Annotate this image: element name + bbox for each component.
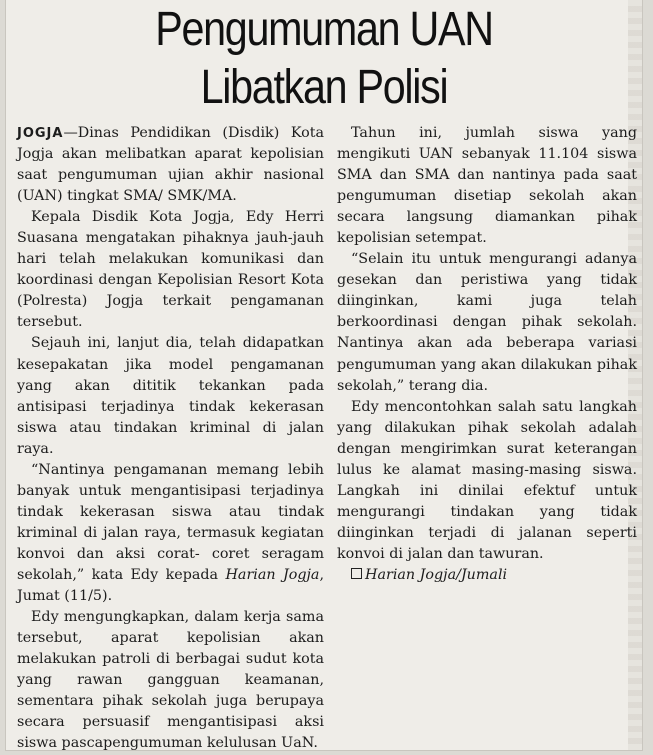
- paragraph-1: [17, 123, 324, 207]
- paragraph-1-text: Dinas Pendidikan (Disdik) Kota Jogja akan melibatkan aparat kepolisian saat pengumuman ujian akhir nasional (UAN) tingkat SMA/ SMK/MA.: [17, 125, 324, 205]
- byline: [337, 565, 637, 586]
- paragraph-6: Tahun ini, jumlah siswa yang mengikuti UAN sebanyak 11.104 siswa SMA dan SMA dan nantinya pada saat pengumuman disetiap sekolah akan secara langsung diamankan pihak kepolisian setempat.: [337, 125, 637, 247]
- paragraph-4-date: , Jumat (11/5).: [17, 566, 324, 605]
- paragraph-7: “Selain itu untuk mengurangi adanya gesekan dan peristiwa yang tidak diinginkan, kami juga telah berkoordinasi dengan pihak sekolah. Nantinya akan ada beberapa variasi pengumuman yang akan dilakukan pihak sekolah,” terang dia.: [337, 251, 637, 394]
- paragraph-8: Edy mencontohkan salah satu langkah yang dilakukan pihak sekolah adalah dengan mengirimkan surat keterangan lulus ke alamat masing-masing siswa. Langkah ini dinilai efektuf untuk mengurangi tindakan yang tidak diinginkan terjadi di jalanan seperti konvoi di jalan dan tawuran.: [337, 398, 637, 562]
- dateline-dash: —: [63, 125, 78, 141]
- dateline: JOGJA: [17, 126, 64, 141]
- paragraph-4: [17, 460, 324, 607]
- byline-box-icon: [351, 568, 362, 579]
- paragraph-5: Edy mengungkapkan, dalam kerja sama tersebut, aparat kepolisian akan melakukan patroli di berbagai sudut kota yang rawan gangguan keamanan, sementara pihak sekolah juga berupaya secara persuasif mengantisipasi aksi siswa pascapengumuman kelulusan UaN.: [17, 609, 324, 750]
- byline-text: Harian Jogja/Jumali: [365, 566, 508, 583]
- headline-line-1: Pengumuman UAN: [155, 3, 493, 56]
- newspaper-clipping: [6, 0, 642, 750]
- paragraph-4-text: “Nantinya pengamanan memang lebih banyak untuk mengantisipasi terjadinya tindak kekerasan siswa atau tindak kriminal di jalan raya, termasuk kegiatan konvoi dan aksi corat- coret seragam sekolah,” kata Edy kepada: [17, 461, 324, 583]
- source-name: Harian Jogja: [225, 566, 320, 583]
- article-column-left: [17, 123, 324, 750]
- headline-line-2: Libatkan Polisi: [200, 61, 448, 114]
- paragraph-3: Sejauh ini, lanjut dia, telah didapatkan kesepakatan jika model pengamanan yang akan dititik tekankan pada antisipasi terjadinya tindak kekerasan siswa atau tindakan kriminal di jalan raya.: [17, 335, 324, 457]
- article-column-right: [337, 123, 637, 586]
- paragraph-2: Kepala Disdik Kota Jogja, Edy Herri Suasana mengatakan pihaknya jauh-jauh hari telah melakukan komunikasi dan koordinasi dengan Kepolisian Resort Kota (Polresta) Jogja terkait pengamanan tersebut.: [17, 209, 324, 331]
